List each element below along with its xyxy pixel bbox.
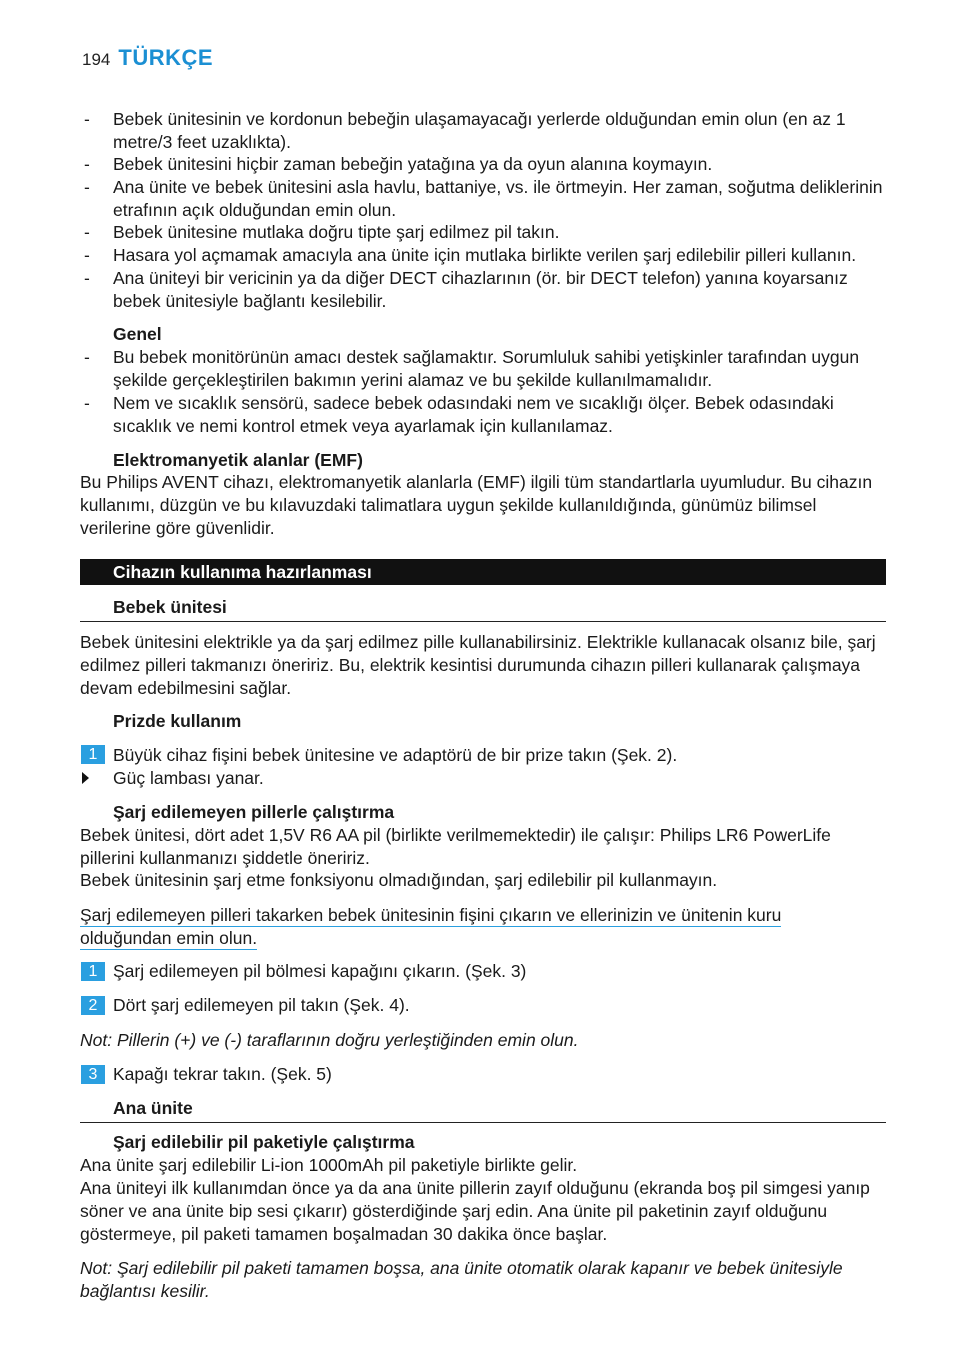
warning-text xyxy=(80,904,840,950)
bullet-dash: - xyxy=(84,154,90,174)
baby-unit-heading: Bebek ünitesi xyxy=(113,597,227,617)
bullet-text: Ana ünite ve bebek ünitesini asla havlu, battaniye, vs. ile örtmeyin. Her zaman, soğutma deliklerinin etrafının açık olduğundan emin olun. xyxy=(113,177,883,220)
bullet-text: Bebek ünitesinin ve kordonun bebeğin ulaşamayacağı yerlerde olduğundan emin olun (en az 1 metre/3 feet uzaklıkta). xyxy=(113,109,846,152)
warning-text-content: Şarj edilemeyen pilleri takarken bebek ünitesinin fişini çıkarın ve ellerinizin ve ünitenin kuru olduğundan emin olun. xyxy=(80,905,782,948)
bullet-text: Ana üniteyi bir vericinin ya da diğer DECT cihazlarının (ör. bir DECT telefon) yanına koyarsanız bebek ünitesiyle bağlantı kesilebilir. xyxy=(113,268,848,311)
mains-heading: Prizde kullanım xyxy=(113,711,242,731)
general-heading: Genel xyxy=(113,324,162,344)
step-text: Kapağı tekrar takın. (Şek. 5) xyxy=(113,1064,332,1084)
section-title: Cihazın kullanıma hazırlanması xyxy=(113,562,372,582)
bullet-text: Bebek ünitesini hiçbir zaman bebeğin yatağına ya da oyun alanına koymayın. xyxy=(113,154,713,174)
bullet-text: Hasara yol açmamak amacıyla ana ünite için mutlaka birlikte verilen şarj edilebilir pilleri kullanın. xyxy=(113,245,857,265)
heading-rule xyxy=(80,1122,886,1123)
bullet-text: Bu bebek monitörünün amacı destek sağlamaktır. Sorumluluk sahibi yetişkinler tarafından uygun şekilde gerçekleştirilen bakımın yerini alamaz ve bu şekilde kullanılmamalıdır. xyxy=(113,347,860,390)
step-number-badge: 2 xyxy=(81,996,105,1015)
bullet-dash: - xyxy=(84,109,90,129)
step-number-badge: 1 xyxy=(81,962,105,981)
section-title-bar xyxy=(80,559,886,585)
step-text: Dört şarj edilemeyen pil takın (Şek. 4). xyxy=(113,995,410,1015)
parent-paragraph-2: Ana üniteyi ilk kullanımdan önce ya da ana ünite pillerin zayıf olduğunu (ekranda boş pil simgesi yanıp söner ve ana ünite bip sesi çıkarır) gösterdiğinde şarj edin. Ana ünite pil paketinin zayıf olduğunu göstermeye, pil paketi tamamen boşalmadan 30 dakika önce başlar. xyxy=(80,1178,870,1244)
bullet-dash: - xyxy=(84,222,90,242)
battery-paragraph-1: Bebek ünitesi, dört adet 1,5V R6 AA pil (birlikte verilmemektedir) ile çalışır: Philips LR6 PowerLife pillerini kullanmanızı şiddetle öneririz. xyxy=(80,825,831,868)
bullet-dash: - xyxy=(84,177,90,197)
step-number-badge: 3 xyxy=(81,1065,105,1084)
baby-unit-intro: Bebek ünitesini elektrikle ya da şarj edilmez pille kullanabilirsiniz. Elektrikle kullanacak olsanız bile, şarj edilmez pilleri takmanızı öneririz. Bu, elektrik kesintisi durumunda cihazın pilleri kullanarak çalışmaya devam edebilmesini sağlar. xyxy=(80,632,876,698)
battery-paragraph-2: Bebek ünitesinin şarj etme fonksiyonu olmadığından, şarj edilebilir pil kullanmayın. xyxy=(80,870,718,890)
heading-rule xyxy=(80,621,886,622)
page-header xyxy=(82,47,213,72)
parent-unit-heading: Ana ünite xyxy=(113,1098,193,1118)
emf-heading: Elektromanyetik alanlar (EMF) xyxy=(113,450,363,470)
page-number: 194 xyxy=(82,50,111,69)
rechargeable-heading: Şarj edilebilir pil paketiyle çalıştırma xyxy=(113,1132,415,1152)
language-title: TÜRKÇE xyxy=(118,45,214,70)
bullet-dash: - xyxy=(84,347,90,367)
step-number-badge: 1 xyxy=(81,745,105,764)
battery-heading: Şarj edilemeyen pillerle çalıştırma xyxy=(113,802,395,822)
result-arrow-icon xyxy=(82,772,89,784)
note-text: Not: Şarj edilebilir pil paketi tamamen boşsa, ana ünite otomatik olarak kapanır ve bebek ünitesiyle bağlantısı kesilir. xyxy=(80,1258,843,1301)
bullet-dash: - xyxy=(84,268,90,288)
bullet-text: Bebek ünitesine mutlaka doğru tipte şarj edilmez pil takın. xyxy=(113,222,560,242)
bullet-dash: - xyxy=(84,245,90,265)
result-text: Güç lambası yanar. xyxy=(113,768,264,788)
parent-paragraph-1: Ana ünite şarj edilebilir Li-ion 1000mAh pil paketiyle birlikte gelir. xyxy=(80,1155,578,1175)
note-text: Not: Pillerin (+) ve (-) taraflarının doğru yerleştiğinden emin olun. xyxy=(80,1030,579,1050)
step-text: Büyük cihaz fişini bebek ünitesine ve adaptörü de bir prize takın (Şek. 2). xyxy=(113,745,678,765)
bullet-dash: - xyxy=(84,393,90,413)
step-text: Şarj edilemeyen pil bölmesi kapağını çıkarın. (Şek. 3) xyxy=(113,961,527,981)
emf-paragraph: Bu Philips AVENT cihazı, elektromanyetik alanlarla (EMF) ilgili tüm standartlarla uyumludur. Bu cihazın kullanımı, düzgün ve bu kılavuzdaki talimatlara uygun şekilde kullanıldığında, günümüz bilimsel verilerine göre güvenlidir. xyxy=(80,472,873,538)
bullet-text: Nem ve sıcaklık sensörü, sadece bebek odasındaki nem ve sıcaklığı ölçer. Bebek odasındaki sıcaklık ve nemi kontrol etmek veya ayarlamak için kullanılamaz. xyxy=(113,393,834,436)
